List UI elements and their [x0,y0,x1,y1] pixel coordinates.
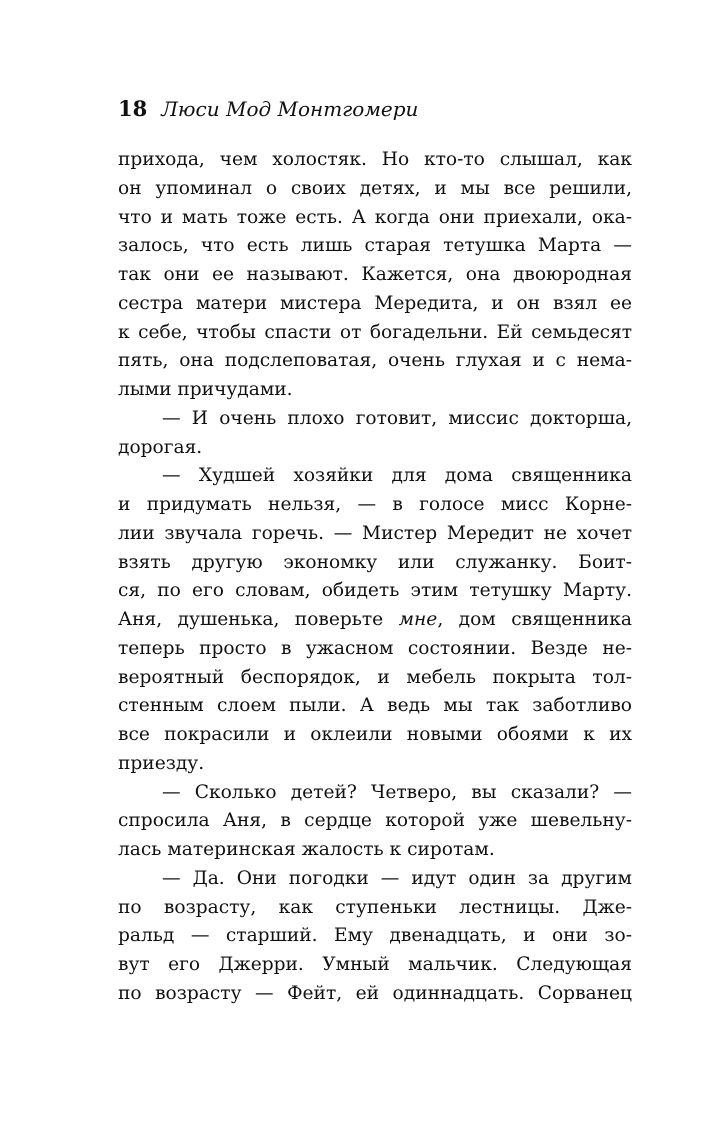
text-line: теперь просто в ужасном состоянии. Везде не- [118,637,632,659]
text-line: так они ее называют. Кажется, она двоюродная [118,264,632,285]
text-line: ся, по его словам, обидеть этим тетушку Марту. [118,580,632,602]
text-line: лыми причудами. [118,379,293,400]
running-title: Люси Мод Монтгомери [161,97,419,121]
text-line: вероятный беспорядок, и мебель покрыта тол- [118,666,632,688]
body-text [118,146,632,1009]
text-line: — Да. Они погодки — идут один за другим [162,867,632,889]
text-line: вут его Джерри. Умный мальчик. Следующая [118,954,632,975]
text-line: приезду. [118,752,205,774]
text-line: по возрасту, как ступеньки лестницы. Дже- [118,896,632,918]
text-line: и придумать нельзя, — в голосе мисс Корне- [118,494,632,515]
text-line: к себе, чтобы спасти от богадельни. Ей семьдесят [118,321,632,343]
text-line: взять другую экономку или служанку. Боит- [118,551,632,573]
text-line: он упоминал о своих детях, и мы все решили, [118,177,632,199]
text-line: ральд — старший. Ему двенадцать, и они зо- [118,925,632,947]
text-run: , дом священника [437,609,632,630]
text-line: — Худшей хозяйки для дома священника [162,465,632,487]
text-line: пять, она подслеповатая, очень глухая и с нема- [118,350,632,372]
text-line: лии звучала горечь. — Мистер Мередит не хочет [118,522,632,544]
text-line: что и мать тоже есть. А когда они приехали, ока- [118,206,632,228]
text-line: сестра матери мистера Мередита, и он взял ее [118,292,632,314]
text-run: Аня, душенька, поверьте [118,609,399,630]
text-line: по возрасту — Фейт, ей одиннадцать. Сорванец [118,982,632,1004]
emphasis-text: мне [398,609,438,630]
text-line: лась материнская жалость к сиротам. [118,839,495,860]
text-line: — И очень плохо готовит, миссис докторша, [162,407,632,429]
text-line: стенным слоем пыли. А ведь мы так заботливо [118,695,632,717]
running-header [118,96,418,124]
text-line: спросила Аня, в сердце которой уже шевельну- [118,810,632,832]
text-line [118,606,632,635]
page-number: 18 [118,96,148,121]
text-line: залось, что есть лишь старая тетушка Марта — [118,235,632,257]
text-line: дорогая. [118,436,203,458]
text-line: все покрасили и оклеили новыми обоями к их [118,724,632,745]
text-line: прихода, чем холостяк. Но кто-то слышал, как [118,149,632,170]
text-line: — Сколько детей? Четверо, вы сказали? — [162,781,632,803]
